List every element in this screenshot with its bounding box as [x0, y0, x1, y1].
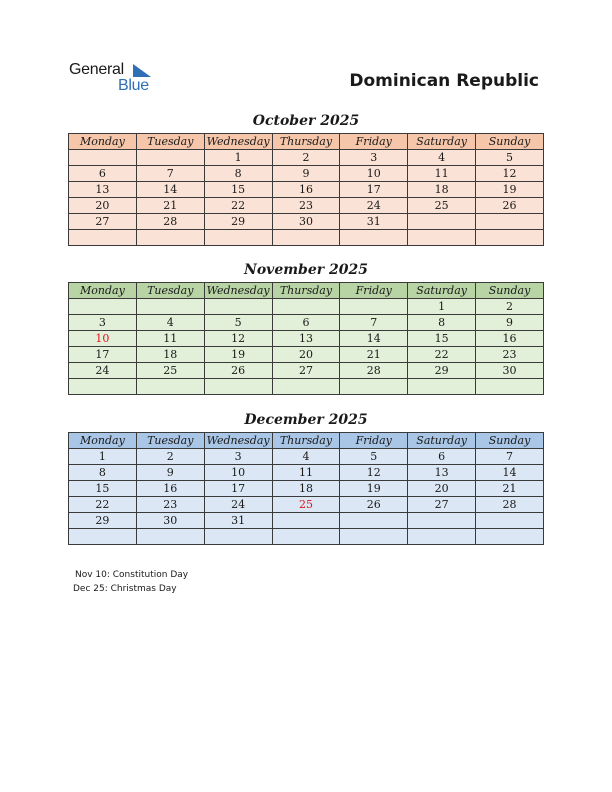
day-cell: 28	[136, 214, 204, 230]
day-cell: 16	[272, 182, 340, 198]
day-cell: 2	[136, 449, 204, 465]
day-cell: 23	[476, 347, 544, 363]
weekday-header: Tuesday	[136, 433, 204, 449]
week-row	[69, 214, 544, 230]
day-cell: 14	[476, 465, 544, 481]
day-cell	[69, 150, 137, 166]
day-cell: 2	[476, 299, 544, 315]
weekday-header: Saturday	[408, 134, 476, 150]
week-row	[69, 182, 544, 198]
day-cell: 4	[408, 150, 476, 166]
day-cell: 29	[69, 513, 137, 529]
day-cell: 5	[340, 449, 408, 465]
day-cell	[136, 299, 204, 315]
day-cell	[476, 230, 544, 246]
weekday-header: Thursday	[272, 134, 340, 150]
day-cell: 8	[408, 315, 476, 331]
day-cell: 21	[136, 198, 204, 214]
day-cell	[272, 230, 340, 246]
day-cell: 13	[272, 331, 340, 347]
week-row	[69, 331, 544, 347]
day-cell	[204, 529, 272, 545]
day-cell: 11	[136, 331, 204, 347]
holiday-day-cell: 25	[272, 497, 340, 513]
day-cell: 1	[408, 299, 476, 315]
day-cell: 6	[272, 315, 340, 331]
day-cell: 15	[69, 481, 137, 497]
holiday-note: Nov 10: Constitution Day	[75, 570, 189, 580]
day-cell	[408, 513, 476, 529]
day-cell: 7	[476, 449, 544, 465]
day-cell: 30	[476, 363, 544, 379]
day-cell: 25	[136, 363, 204, 379]
day-cell: 6	[69, 166, 137, 182]
logo-triangle-icon	[132, 63, 152, 78]
weekday-header: Saturday	[408, 283, 476, 299]
day-cell: 10	[340, 166, 408, 182]
day-cell: 30	[272, 214, 340, 230]
week-row	[69, 166, 544, 182]
day-cell: 28	[340, 363, 408, 379]
day-cell	[476, 513, 544, 529]
weekday-header: Sunday	[476, 433, 544, 449]
weekday-header: Friday	[340, 134, 408, 150]
weekday-header: Tuesday	[136, 134, 204, 150]
week-row	[69, 481, 544, 497]
week-row	[69, 513, 544, 529]
day-cell: 29	[204, 214, 272, 230]
week-row	[69, 198, 544, 214]
day-cell: 3	[69, 315, 137, 331]
month-title-november: November 2025	[244, 262, 368, 278]
day-cell: 20	[69, 198, 137, 214]
day-cell	[69, 299, 137, 315]
day-cell	[136, 230, 204, 246]
day-cell	[476, 379, 544, 395]
holiday-day-cell: 10	[69, 331, 137, 347]
weekday-header: Saturday	[408, 433, 476, 449]
day-cell: 11	[408, 166, 476, 182]
day-cell	[408, 529, 476, 545]
month-title-december: December 2025	[244, 412, 368, 428]
day-cell: 12	[204, 331, 272, 347]
weekday-header: Friday	[340, 283, 408, 299]
weekday-header: Monday	[69, 433, 137, 449]
day-cell: 20	[408, 481, 476, 497]
day-cell	[69, 230, 137, 246]
weekday-header: Friday	[340, 433, 408, 449]
day-cell: 15	[408, 331, 476, 347]
day-cell: 27	[69, 214, 137, 230]
day-cell: 22	[204, 198, 272, 214]
day-cell	[272, 299, 340, 315]
day-cell	[408, 214, 476, 230]
weekday-header: Wednesday	[204, 433, 272, 449]
week-row	[69, 230, 544, 246]
day-cell	[340, 230, 408, 246]
week-row	[69, 363, 544, 379]
day-cell: 8	[69, 465, 137, 481]
day-cell: 3	[340, 150, 408, 166]
day-cell: 27	[408, 497, 476, 513]
day-cell	[204, 230, 272, 246]
day-cell: 2	[272, 150, 340, 166]
day-cell	[69, 529, 137, 545]
weekday-header: Wednesday	[204, 134, 272, 150]
day-cell: 30	[136, 513, 204, 529]
day-cell: 24	[204, 497, 272, 513]
day-cell: 22	[69, 497, 137, 513]
day-cell	[204, 379, 272, 395]
day-cell	[340, 529, 408, 545]
weekday-header: Monday	[69, 134, 137, 150]
day-cell: 20	[272, 347, 340, 363]
day-cell: 7	[340, 315, 408, 331]
day-cell: 17	[340, 182, 408, 198]
weekday-header: Wednesday	[204, 283, 272, 299]
day-cell: 15	[204, 182, 272, 198]
day-cell: 14	[136, 182, 204, 198]
day-cell: 7	[136, 166, 204, 182]
calendar-december	[68, 432, 544, 545]
day-cell: 23	[272, 198, 340, 214]
day-cell: 13	[408, 465, 476, 481]
day-cell: 6	[408, 449, 476, 465]
day-cell	[136, 379, 204, 395]
day-cell	[272, 379, 340, 395]
week-row	[69, 150, 544, 166]
day-cell: 31	[340, 214, 408, 230]
day-cell	[340, 299, 408, 315]
week-row	[69, 315, 544, 331]
day-cell	[476, 529, 544, 545]
day-cell: 16	[476, 331, 544, 347]
day-cell: 17	[69, 347, 137, 363]
weekday-header: Sunday	[476, 134, 544, 150]
day-cell: 12	[340, 465, 408, 481]
general-blue-logo	[69, 61, 159, 95]
day-cell: 18	[136, 347, 204, 363]
calendar-november	[68, 282, 544, 395]
weekday-header: Tuesday	[136, 283, 204, 299]
day-cell	[408, 379, 476, 395]
day-cell: 21	[476, 481, 544, 497]
week-row	[69, 347, 544, 363]
day-cell: 11	[272, 465, 340, 481]
day-cell: 26	[340, 497, 408, 513]
day-cell: 16	[136, 481, 204, 497]
day-cell: 9	[136, 465, 204, 481]
day-cell	[272, 513, 340, 529]
day-cell: 28	[476, 497, 544, 513]
day-cell: 4	[272, 449, 340, 465]
day-cell: 3	[204, 449, 272, 465]
day-cell: 24	[69, 363, 137, 379]
day-cell	[340, 379, 408, 395]
day-cell	[272, 529, 340, 545]
week-row	[69, 299, 544, 315]
day-cell: 4	[136, 315, 204, 331]
day-cell: 18	[272, 481, 340, 497]
holiday-notes	[75, 568, 188, 596]
day-cell: 29	[408, 363, 476, 379]
day-cell: 24	[340, 198, 408, 214]
week-row	[69, 449, 544, 465]
day-cell: 12	[476, 166, 544, 182]
day-cell: 19	[476, 182, 544, 198]
day-cell: 8	[204, 166, 272, 182]
day-cell: 26	[204, 363, 272, 379]
day-cell: 9	[476, 315, 544, 331]
day-cell	[136, 150, 204, 166]
weekday-header-row	[69, 134, 544, 150]
day-cell: 5	[476, 150, 544, 166]
day-cell	[476, 214, 544, 230]
day-cell: 13	[69, 182, 137, 198]
weekday-header: Thursday	[272, 433, 340, 449]
day-cell: 25	[408, 198, 476, 214]
day-cell: 21	[340, 347, 408, 363]
weekday-header: Monday	[69, 283, 137, 299]
calendar-october	[68, 133, 544, 246]
week-row	[69, 379, 544, 395]
weekday-header-row	[69, 283, 544, 299]
day-cell: 14	[340, 331, 408, 347]
month-title-october: October 2025	[252, 113, 360, 129]
weekday-header: Sunday	[476, 283, 544, 299]
logo-text-blue: Blue	[118, 77, 149, 94]
day-cell	[69, 379, 137, 395]
holiday-note: Dec 25: Christmas Day	[73, 584, 177, 594]
day-cell: 26	[476, 198, 544, 214]
day-cell: 31	[204, 513, 272, 529]
country-title: Dominican Republic	[349, 71, 539, 91]
week-row	[69, 497, 544, 513]
week-row	[69, 529, 544, 545]
weekday-header: Thursday	[272, 283, 340, 299]
logo-text-general: General	[69, 61, 124, 78]
day-cell: 9	[272, 166, 340, 182]
day-cell: 17	[204, 481, 272, 497]
day-cell: 5	[204, 315, 272, 331]
day-cell: 1	[69, 449, 137, 465]
weekday-header-row	[69, 433, 544, 449]
day-cell	[340, 513, 408, 529]
day-cell: 18	[408, 182, 476, 198]
week-row	[69, 465, 544, 481]
day-cell: 19	[340, 481, 408, 497]
day-cell: 19	[204, 347, 272, 363]
day-cell	[204, 299, 272, 315]
day-cell	[408, 230, 476, 246]
day-cell	[136, 529, 204, 545]
day-cell: 27	[272, 363, 340, 379]
day-cell: 23	[136, 497, 204, 513]
day-cell: 10	[204, 465, 272, 481]
day-cell: 1	[204, 150, 272, 166]
day-cell: 22	[408, 347, 476, 363]
